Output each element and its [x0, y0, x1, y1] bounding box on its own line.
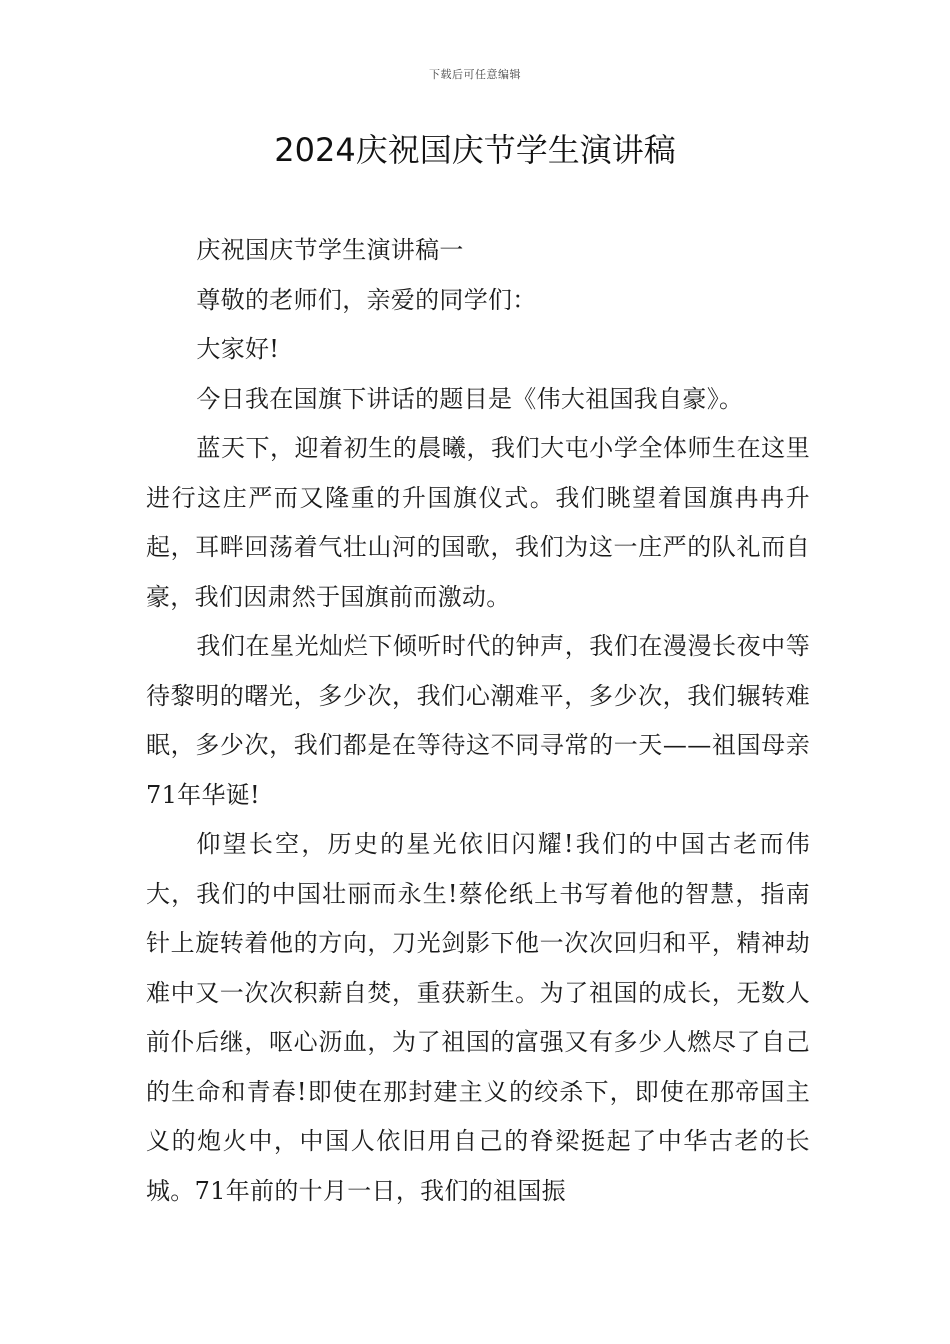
paragraph-topic: 今日我在国旗下讲话的题目是《伟大祖国我自豪》。: [196, 384, 744, 413]
header-note: 下载后可任意编辑: [429, 68, 521, 81]
document-body: [146, 226, 810, 1216]
paragraph-body: 我们在星光灿烂下倾听时代的钟声，我们在漫漫长夜中等待黎明的曙光，多少次，我们心潮难平，多少次，我们辗转难眠，多少次，我们都是在等待这不同寻常的一天——祖国母亲71年华诞!: [146, 632, 810, 809]
paragraph-body: 蓝天下，迎着初生的晨曦，我们大屯小学全体师生在这里进行这庄严而又隆重的升国旗仪式。我们眺望着国旗冉冉升起，耳畔回荡着气壮山河的国歌，我们为这一庄严的队礼而自豪，我们因肃然于国旗前而激动。: [146, 434, 810, 611]
paragraph-salutation: 尊敬的老师们，亲爱的同学们：: [196, 285, 537, 314]
paragraph-body: 仰望长空，历史的星光依旧闪耀!我们的中国古老而伟大，我们的中国壮丽而永生!蔡伦纸上书写着他的智慧，指南针上旋转着他的方向，刀光剑影下他一次次回归和平，精神劫难中又一次次积薪自焚，重获新生。为了祖国的成长，无数人前仆后继，呕心沥血，为了祖国的富强又有多少人燃尽了自己的生命和青春!即使在那封建主义的绞杀下，即使在那帝国主义的炮火中，中国人依旧用自己的脊梁挺起了中华古老的长城。71年前的十月一日，我们的祖国振: [146, 830, 810, 1205]
paragraph-greeting: 大家好!: [196, 335, 280, 363]
paragraph-subtitle: 庆祝国庆节学生演讲稿一: [196, 236, 464, 264]
document-title: 2024庆祝国庆节学生演讲稿: [274, 131, 676, 169]
